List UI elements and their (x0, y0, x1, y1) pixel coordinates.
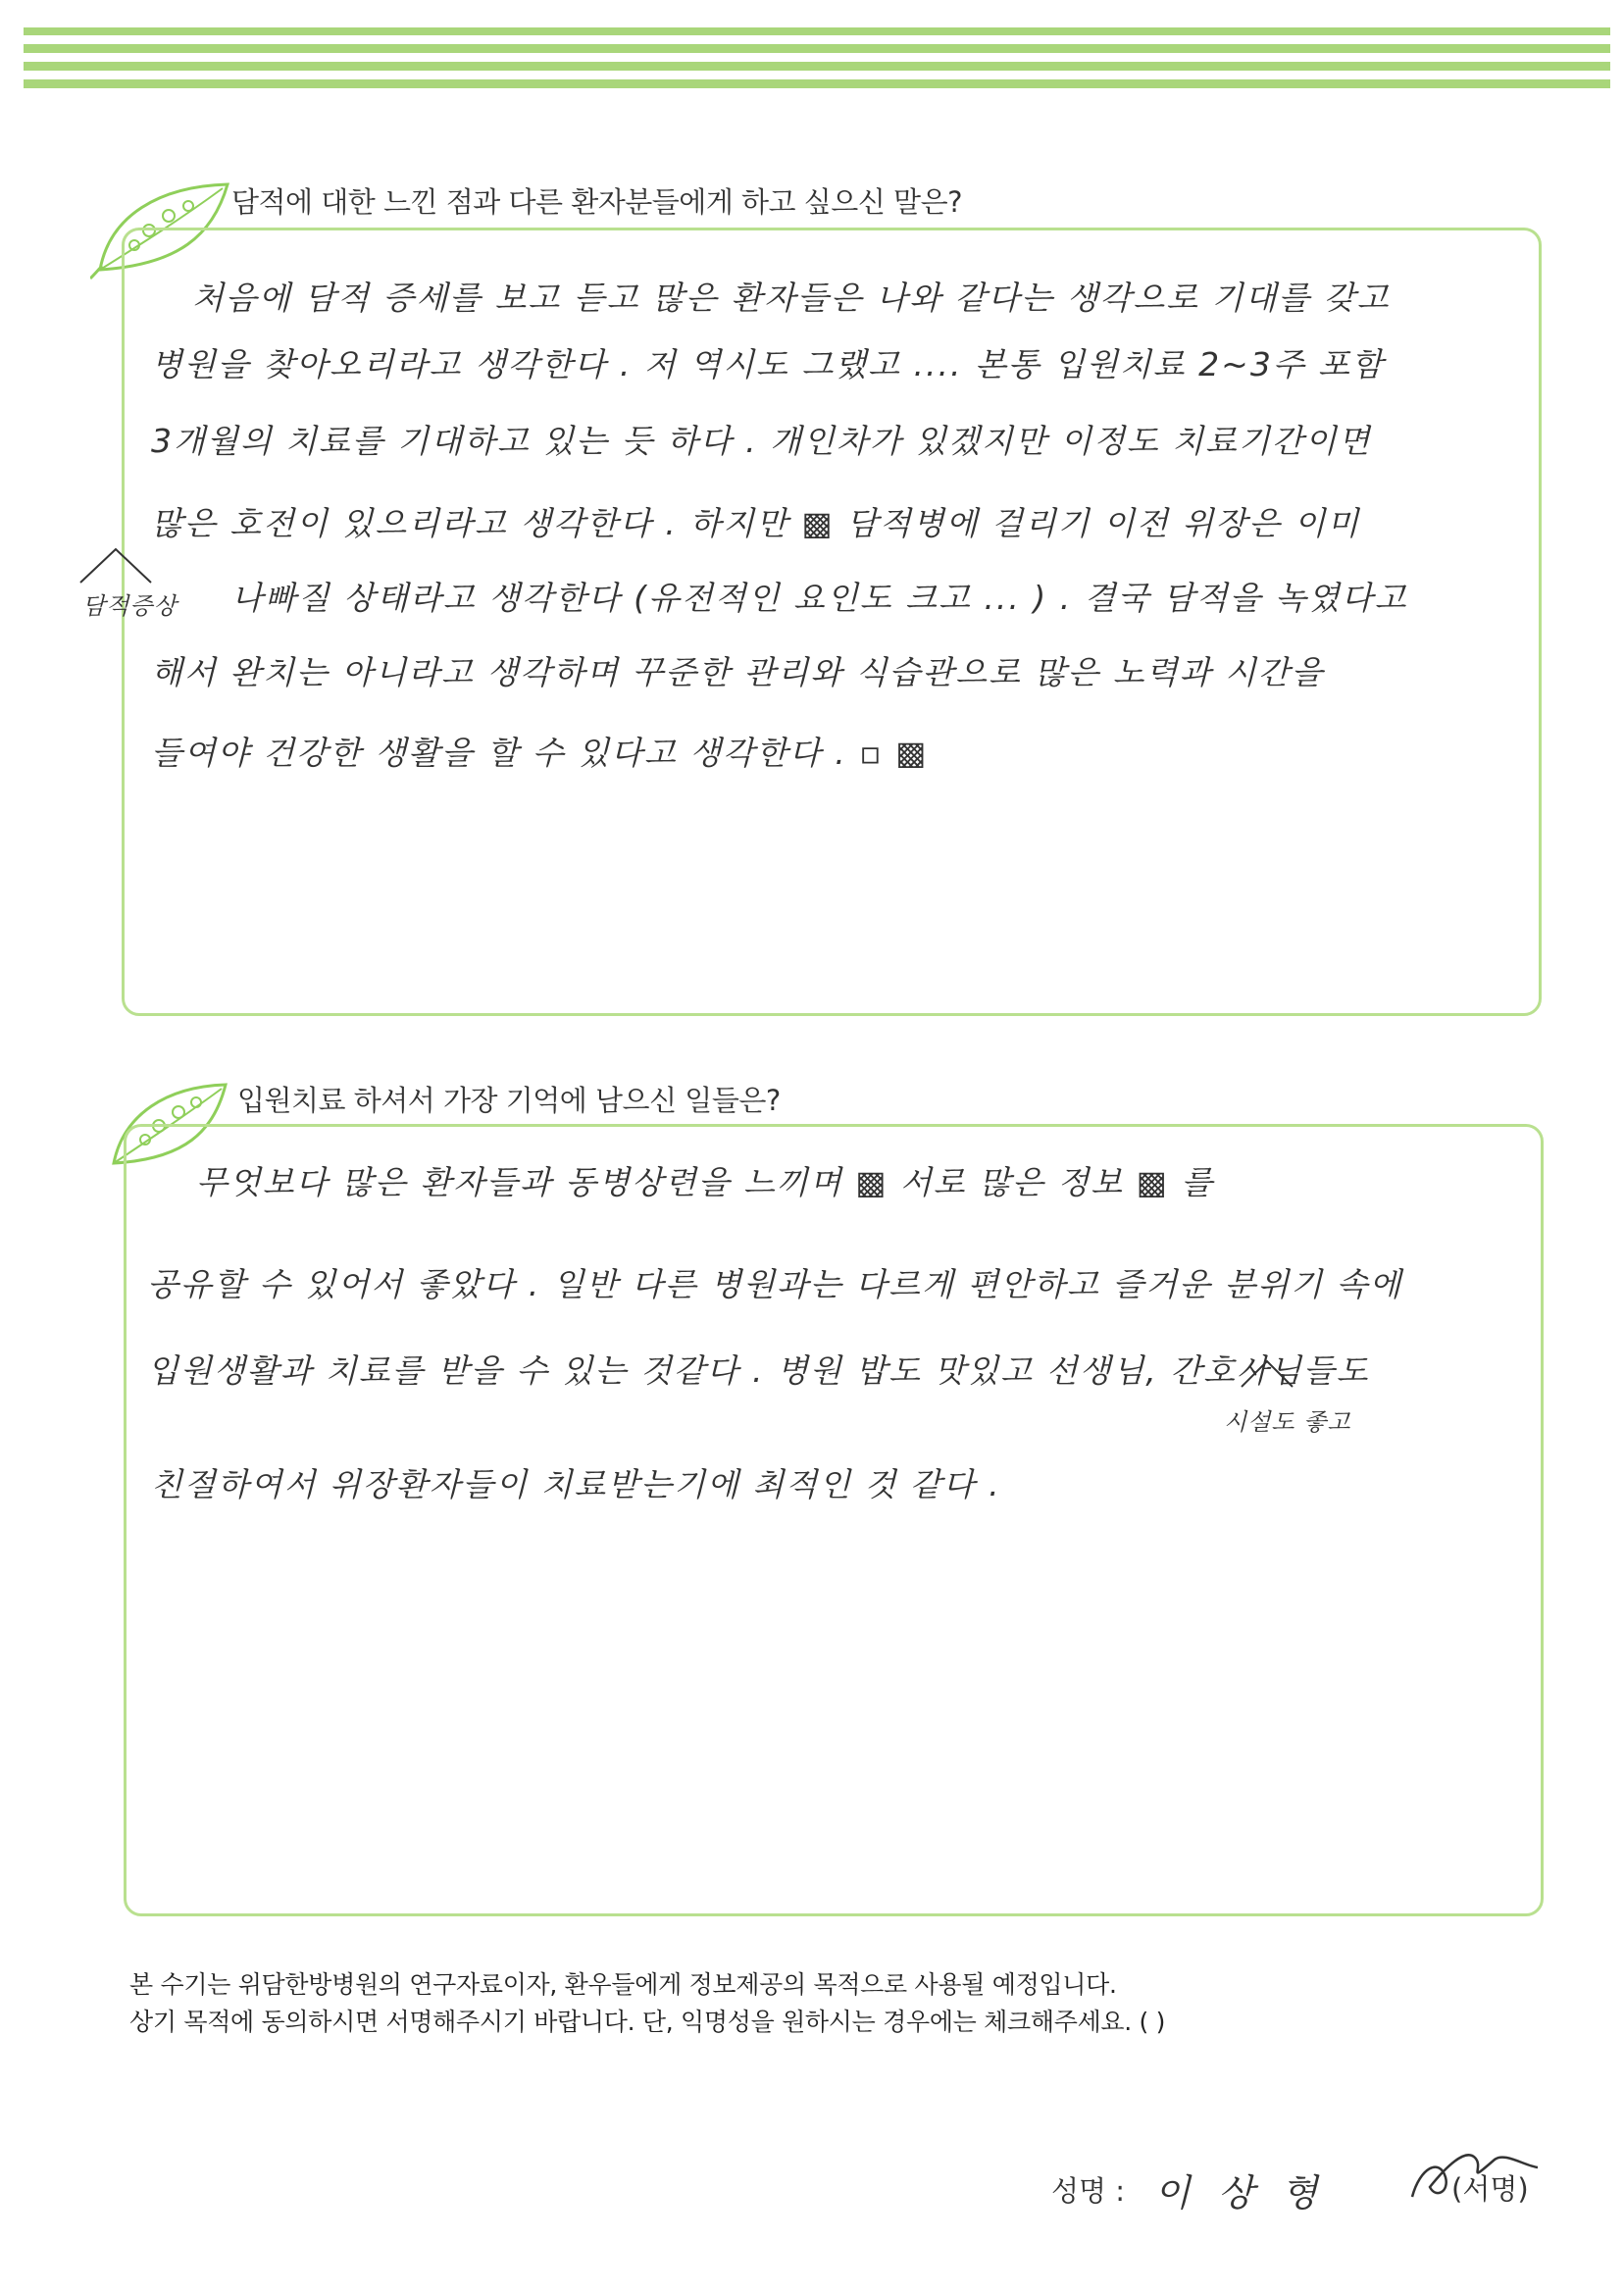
stripe (24, 79, 1610, 88)
handwritten-insert: 담적증상 (82, 592, 178, 620)
signature-label: 성명 : (1051, 2174, 1126, 2208)
signature-row (1051, 2163, 1325, 2216)
insertion-caret (1238, 1357, 1296, 1389)
stripe (24, 44, 1610, 53)
handwritten-line: 들여야 건강한 생활을 할 수 있다고 생각한다 . ▫ ▩ (151, 734, 929, 772)
section-1-title: 담적에 대한 느낀 점과 다른 환자분들에게 하고 싶으신 말은? (231, 185, 962, 219)
handwritten-line: 병원을 찾아오리라고 생각한다 . 저 역시도 그랬고 .... 본통 입원치료 2~3주 포함 (151, 345, 1385, 383)
handwritten-insert: 시설도 좋고 (1224, 1408, 1351, 1436)
signature-name: 이 상 형 (1154, 2171, 1326, 2215)
section-2-heading (237, 1079, 781, 1119)
handwritten-line: 무엇보다 많은 환자들과 동병상련을 느끼며 ▩ 서로 많은 정보 ▩ 를 (196, 1163, 1215, 1201)
consent-notice-line-2: 상기 목적에 동의하시면 서명해주시기 바랍니다. 단, 익명성을 원하시는 경우에는 체크해주세요. ( ) (129, 2008, 1166, 2036)
handwritten-line: 3개월의 치료를 기대하고 있는 듯 하다 . 개인차가 있겠지만 이정도 치료기간이면 (151, 422, 1372, 460)
consent-notice-line-1: 본 수기는 위담한방병원의 연구자료이자, 환우들에게 정보제공의 목적으로 사용될 예정입니다. (129, 1970, 1117, 1999)
insertion-caret (76, 545, 155, 585)
handwritten-line: 공유할 수 있어서 좋았다 . 일반 다른 병원과는 다르게 편안하고 즐거운 분위기 속에 (147, 1265, 1403, 1303)
handwritten-line: 친절하여서 위장환자들이 치료받는기에 최적인 것 같다 . (151, 1465, 1001, 1503)
section-2-title: 입원치료 하셔서 가장 기억에 남으신 일들은? (237, 1084, 781, 1117)
stripe (24, 62, 1610, 71)
handwritten-line: 입원생활과 치료를 받을 수 있는 것같다 . 병원 밥도 맛있고 선생님, 간호사님들도 (147, 1351, 1370, 1390)
section-1-heading (231, 180, 962, 221)
stripe (24, 27, 1610, 35)
handwritten-line: 해서 완치는 아니라고 생각하며 꾸준한 관리와 식습관으로 많은 노력과 시간을 (151, 653, 1325, 691)
signature-suffix: (서명) (1451, 2172, 1529, 2206)
handwritten-line: 많은 호전이 있으리라고 생각한다 . 하지만 ▩ 담적병에 걸리기 이전 위장은 이미 (151, 504, 1361, 542)
handwritten-line: 나빠질 상태라고 생각한다 (유전적인 요인도 크고 ... ) . 결국 담적을 녹였다고 (231, 579, 1408, 617)
header-stripes (24, 27, 1610, 97)
answer-box-2 (124, 1124, 1544, 1916)
handwritten-line: 처음에 담적 증세를 보고 듣고 많은 환자들은 나와 같다는 생각으로 기대를 갖고 (192, 279, 1391, 317)
